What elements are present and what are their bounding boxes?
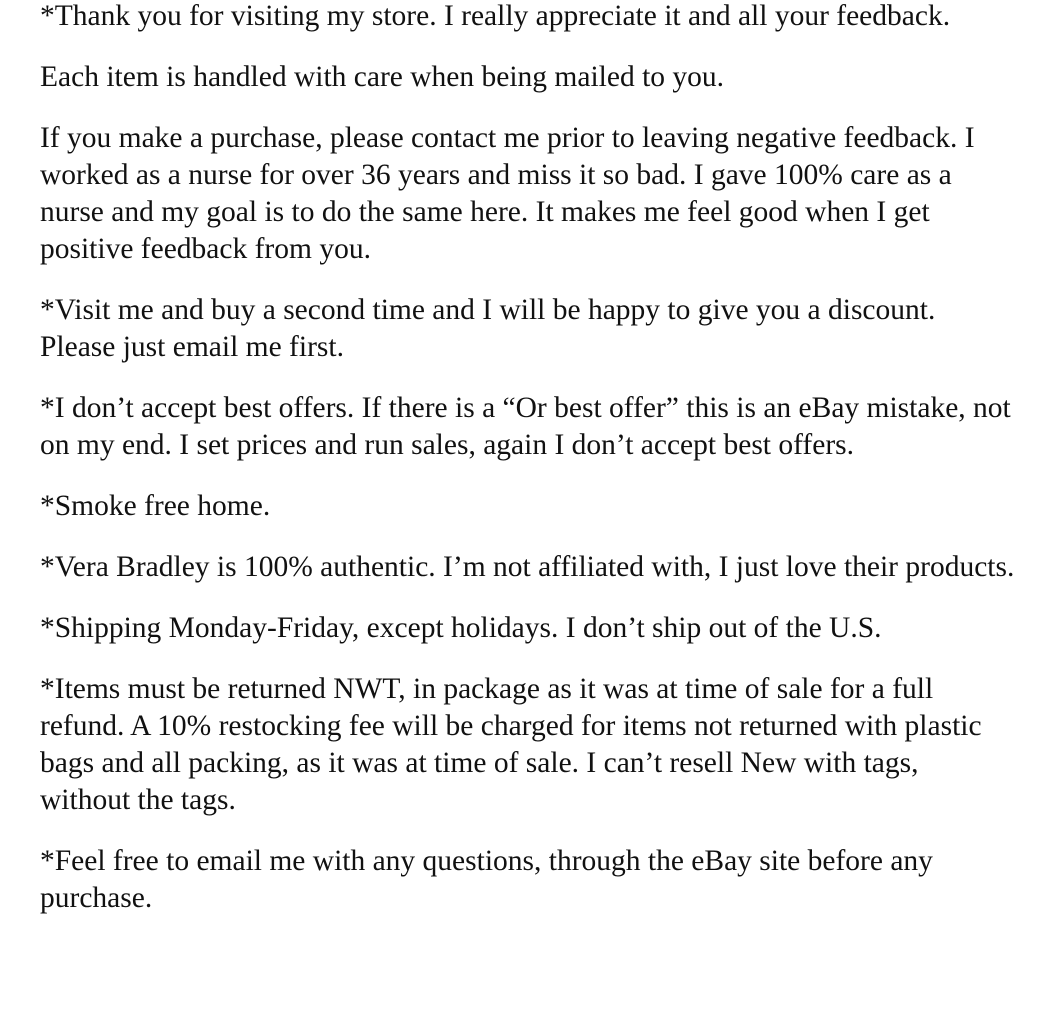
- paragraph-shipping: *Shipping Monday-Friday, except holidays. I don’t ship out of the U.S.: [40, 612, 882, 644]
- paragraph-best-offers: *I don’t accept best offers. If there is a “Or best offer” this is an eBay mistake, not on my end. I set prices and run sales, again I don’t accept best offers.: [40, 392, 1011, 461]
- paragraph-handling: Each item is handled with care when being mailed to you.: [40, 61, 725, 93]
- paragraph-discount: *Visit me and buy a second time and I will be happy to give you a discount. Please just email me first.: [40, 294, 936, 363]
- paragraph-returns: *Items must be returned NWT, in package as it was at time of sale for a full refund. A 10% restocking fee will be charged for items not returned with plastic bags and all packing, as it was at time of sale. I can’t resell New with tags, without the tags.: [40, 673, 982, 816]
- paragraph-thank-you: *Thank you for visiting my store. I really appreciate it and all your feedback.: [40, 0, 951, 32]
- paragraph-feedback: If you make a purchase, please contact me prior to leaving negative feedback. I worked as a nurse for over 36 years and miss it so bad. I gave 100% care as a nurse and my goal is to do the same here. It makes me feel good when I get positive feedback from you.: [40, 122, 975, 265]
- paragraph-smoke-free: *Smoke free home.: [40, 490, 271, 522]
- paragraph-questions: *Feel free to email me with any questions, through the eBay site before any purchase.: [40, 845, 933, 914]
- paragraph-authentic: *Vera Bradley is 100% authentic. I’m not affiliated with, I just love their products.: [40, 551, 1015, 583]
